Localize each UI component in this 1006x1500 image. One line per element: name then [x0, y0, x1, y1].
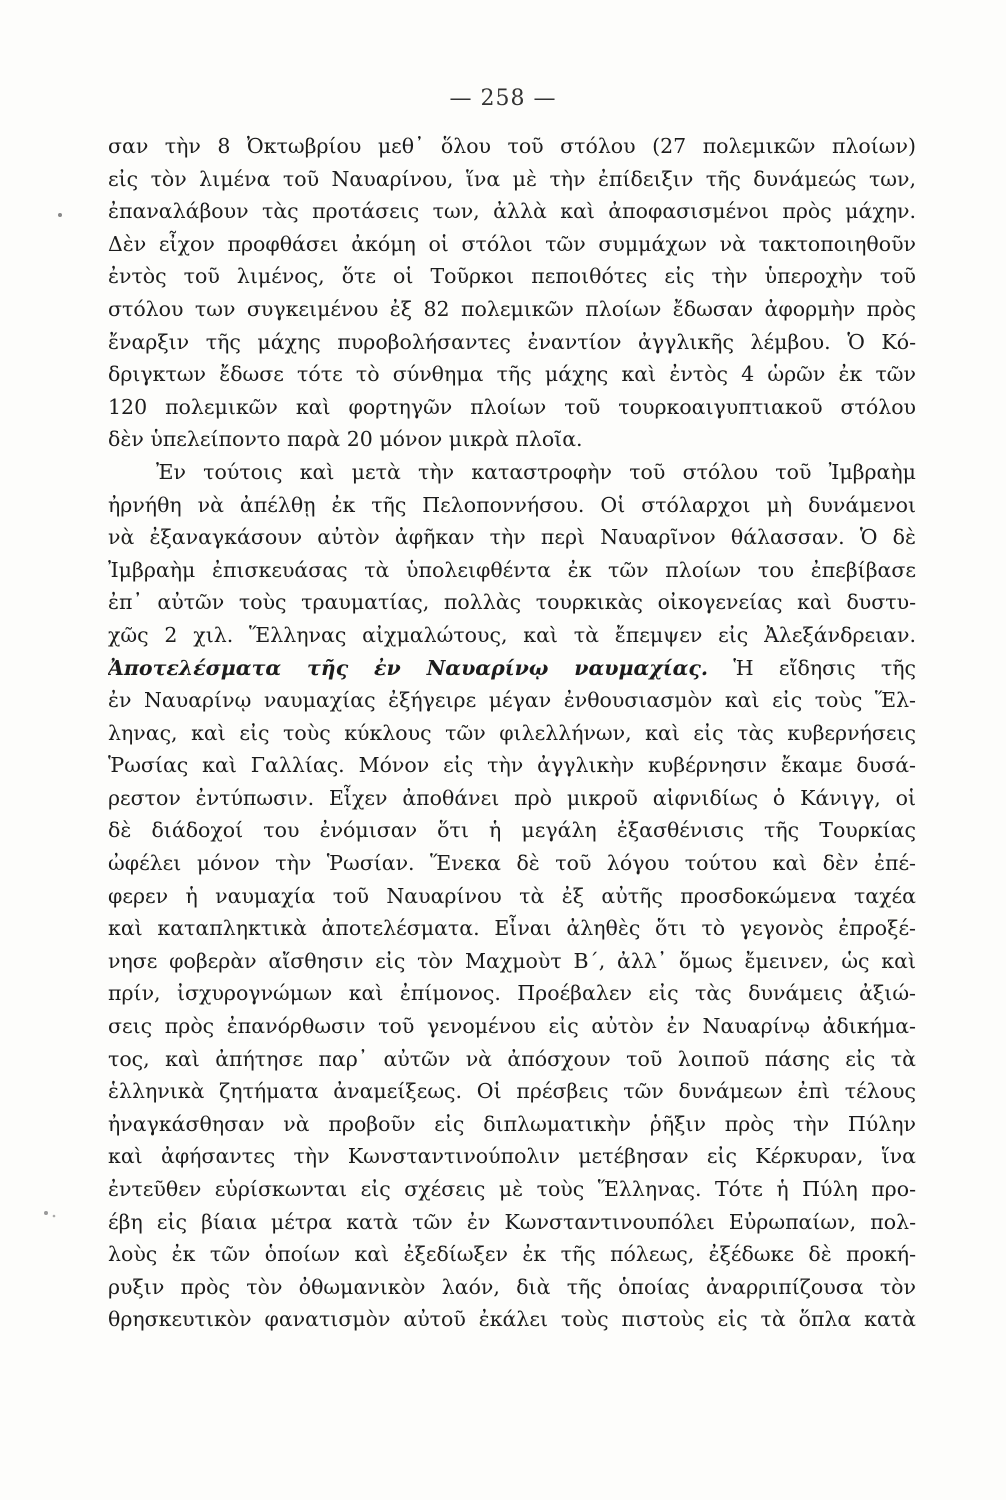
text-line: πρίν, ἰσχυρογνώμων καὶ ἐπίμονος. Προέβαλεν εἰς τὰς δυνάμεις ἀξιώ-: [108, 981, 916, 1006]
text-line: θρησκευτικὸν φανατισμὸν αὐτοῦ ἐκάλει τοὺς πιστοὺς εἰς τὰ ὅπλα κατὰ: [108, 1307, 916, 1332]
text-line: σεις πρὸς ἐπανόρθωσιν τοῦ γενομένου εἰς αὐτὸν ἐν Ναυαρίνῳ ἀδικήμα-: [108, 1014, 916, 1039]
text-line: δὲν ὑπελείποντο παρὰ 20 μόνον μικρὰ πλοῖα.: [108, 427, 583, 452]
text-line: ὠφέλει μόνον τὴν Ῥωσίαν. Ἕνεκα δὲ τοῦ λόγου τούτου καὶ δὲν ἐπέ-: [108, 851, 916, 876]
text-line: ἐπ᾽ αὐτῶν τοὺς τραυματίας, πολλὰς τουρκικὰς οἰκογενείας καὶ δυστυ-: [108, 590, 916, 615]
text-line: ἠρνήθη νὰ ἀπέλθῃ ἐκ τῆς Πελοποννήσου. Οἱ στόλαρχοι μὴ δυνάμενοι: [108, 492, 916, 517]
text-line: ἔναρξιν τῆς μάχης πυροβολήσαντες ἐναντίον ἀγγλικῆς λέμβου. Ὁ Κό-: [108, 329, 916, 354]
speck-mark: [44, 1211, 48, 1215]
text-line: φερεν ἡ ναυμαχία τοῦ Ναυαρίνου τὰ ἐξ αὐτῆς προσδοκώμενα ταχέα: [108, 883, 916, 908]
speck-mark: [53, 1215, 56, 1218]
text-line: λοὺς ἐκ τῶν ὁποίων καὶ ἐξεδίωξεν ἐκ τῆς πόλεως, ἐξέδωκε δὲ προκή-: [108, 1242, 916, 1267]
text-line: ἠναγκάσθησαν νὰ προβοῦν εἰς διπλωματικὴν ῥῆξιν πρὸς τὴν Πύλην: [108, 1111, 916, 1136]
text-line: ἐντὸς τοῦ λιμένος, ὅτε οἱ Τοῦρκοι πεποιθότες εἰς τὴν ὑπεροχὴν τοῦ: [108, 264, 916, 289]
text-line: τος, καὶ ἀπήτησε παρ᾽ αὐτῶν νὰ ἀπόσχουν τοῦ λοιποῦ πάσης εἰς τὰ: [108, 1046, 916, 1071]
text-line: ἐπαναλάβουν τὰς προτάσεις των, ἀλλὰ καὶ ἀποφασισμένοι πρὸς μάχην.: [108, 199, 916, 224]
text-line: νησε φοβερὰν αἴσθησιν εἰς τὸν Μαχμοὺτ Β΄, ἀλλ᾽ ὅμως ἔμεινεν, ὡς καὶ: [108, 948, 916, 973]
text-line: εἰς τὸν λιμένα τοῦ Ναυαρίνου, ἵνα μὲ τὴν ἐπίδειξιν τῆς δυνάμεώς των,: [108, 166, 916, 191]
text-line: καὶ ἀφήσαντες τὴν Κωνσταντινούπολιν μετέβησαν εἰς Κέρκυραν, ἵνα: [108, 1144, 916, 1169]
text-line: έβη εἰς βίαια μέτρα κατὰ τῶν ἐν Κωνσταντινουπόλει Εὐρωπαίων, πολ-: [108, 1209, 916, 1234]
text-line: καὶ καταπληκτικὰ ἀποτελέσματα. Εἶναι ἀληθὲς ὅτι τὸ γεγονὸς ἐπροξέ-: [108, 916, 916, 941]
text-line: ρυξιν πρὸς τὸν ὀθωμανικὸν λαόν, διὰ τῆς ὁποίας ἀναρριπίζουσα τὸν: [108, 1274, 916, 1299]
heading-line-rest: Ἡ εἴδησις τῆς: [708, 655, 916, 680]
page-number: — 258 —: [449, 86, 557, 111]
text-line: Ῥωσίας καὶ Γαλλίας. Μόνον εἰς τὴν ἀγγλικὴν κυβέρνησιν ἔκαμε δυσά-: [108, 753, 916, 778]
speck-mark: [58, 213, 62, 217]
text-line: ἑλληνικὰ ζητήματα ἀναμείξεως. Οἱ πρέσβεις τῶν δυνάμεων ἐπὶ τέλους: [108, 1079, 916, 1104]
text-line: Ἐν τούτοις καὶ μετὰ τὴν καταστροφὴν τοῦ στόλου τοῦ Ἰμβραὴμ: [156, 459, 916, 484]
text-line: Δὲν εἶχον προφθάσει ἀκόμη οἱ στόλοι τῶν συμμάχων νὰ τακτοποιηθοῦν: [108, 231, 916, 256]
text-line: ληνας, καὶ εἰς τοὺς κύκλους τῶν φιλελλήνων, καὶ εἰς τὰς κυβερνήσεις: [108, 720, 916, 745]
text-line: χῶς 2 χιλ. Ἕλληνας αἰχμαλώτους, καὶ τὰ ἔπεμψεν εἰς Ἀλεξάνδρειαν.: [108, 622, 916, 647]
text-line: ρεστον ἐντύπωσιν. Εἶχεν ἀποθάνει πρὸ μικροῦ αἰφνιδίως ὁ Κάνιγγ, οἱ: [108, 785, 916, 810]
text-line: 120 πολεμικῶν καὶ φορτηγῶν πλοίων τοῦ τουρκοαιγυπτιακοῦ στόλου: [108, 394, 916, 419]
text-line: ἐντεῦθεν εὑρίσκωνται εἰς σχέσεις μὲ τοὺς Ἕλληνας. Τότε ἡ Πύλη προ-: [108, 1177, 916, 1201]
text-line: δριγκτων ἔδωσε τότε τὸ σύνθημα τῆς μάχης καὶ ἐντὸς 4 ὡρῶν ἐκ τῶν: [108, 362, 916, 387]
text-line: νὰ ἐξαναγκάσουν αὐτὸν ἀφῆκαν τὴν περὶ Ναυαρῖνον θάλασσαν. Ὁ δὲ: [108, 525, 916, 550]
text-line: δὲ διάδοχοί του ἐνόμισαν ὅτι ἡ μεγάλη ἐξασθένισις τῆς Τουρκίας: [108, 818, 916, 843]
text-line: ἐν Ναυαρίνῳ ναυμαχίας ἐξήγειρε μέγαν ἐνθουσιασμὸν καὶ εἰς τοὺς Ἕλ-: [108, 688, 916, 713]
text-line: σαν τὴν 8 Ὀκτωβρίου μεθ᾽ ὅλου τοῦ στόλου (27 πολεμικῶν πλοίων): [108, 134, 916, 158]
section-heading: Ἀποτελέσματα τῆς ἐν Ναυαρίνῳ ναυμαχίας.: [108, 655, 709, 680]
text-line: στόλου των συγκειμένου ἐξ 82 πολεμικῶν πλοίων ἔδωσαν ἀφορμὴν πρὸς: [108, 296, 916, 321]
text-line: Ἰμβραὴμ ἐπισκευάσας τὰ ὑπολειφθέντα ἐκ τῶν πλοίων του ἐπεβίβασε: [108, 557, 916, 582]
